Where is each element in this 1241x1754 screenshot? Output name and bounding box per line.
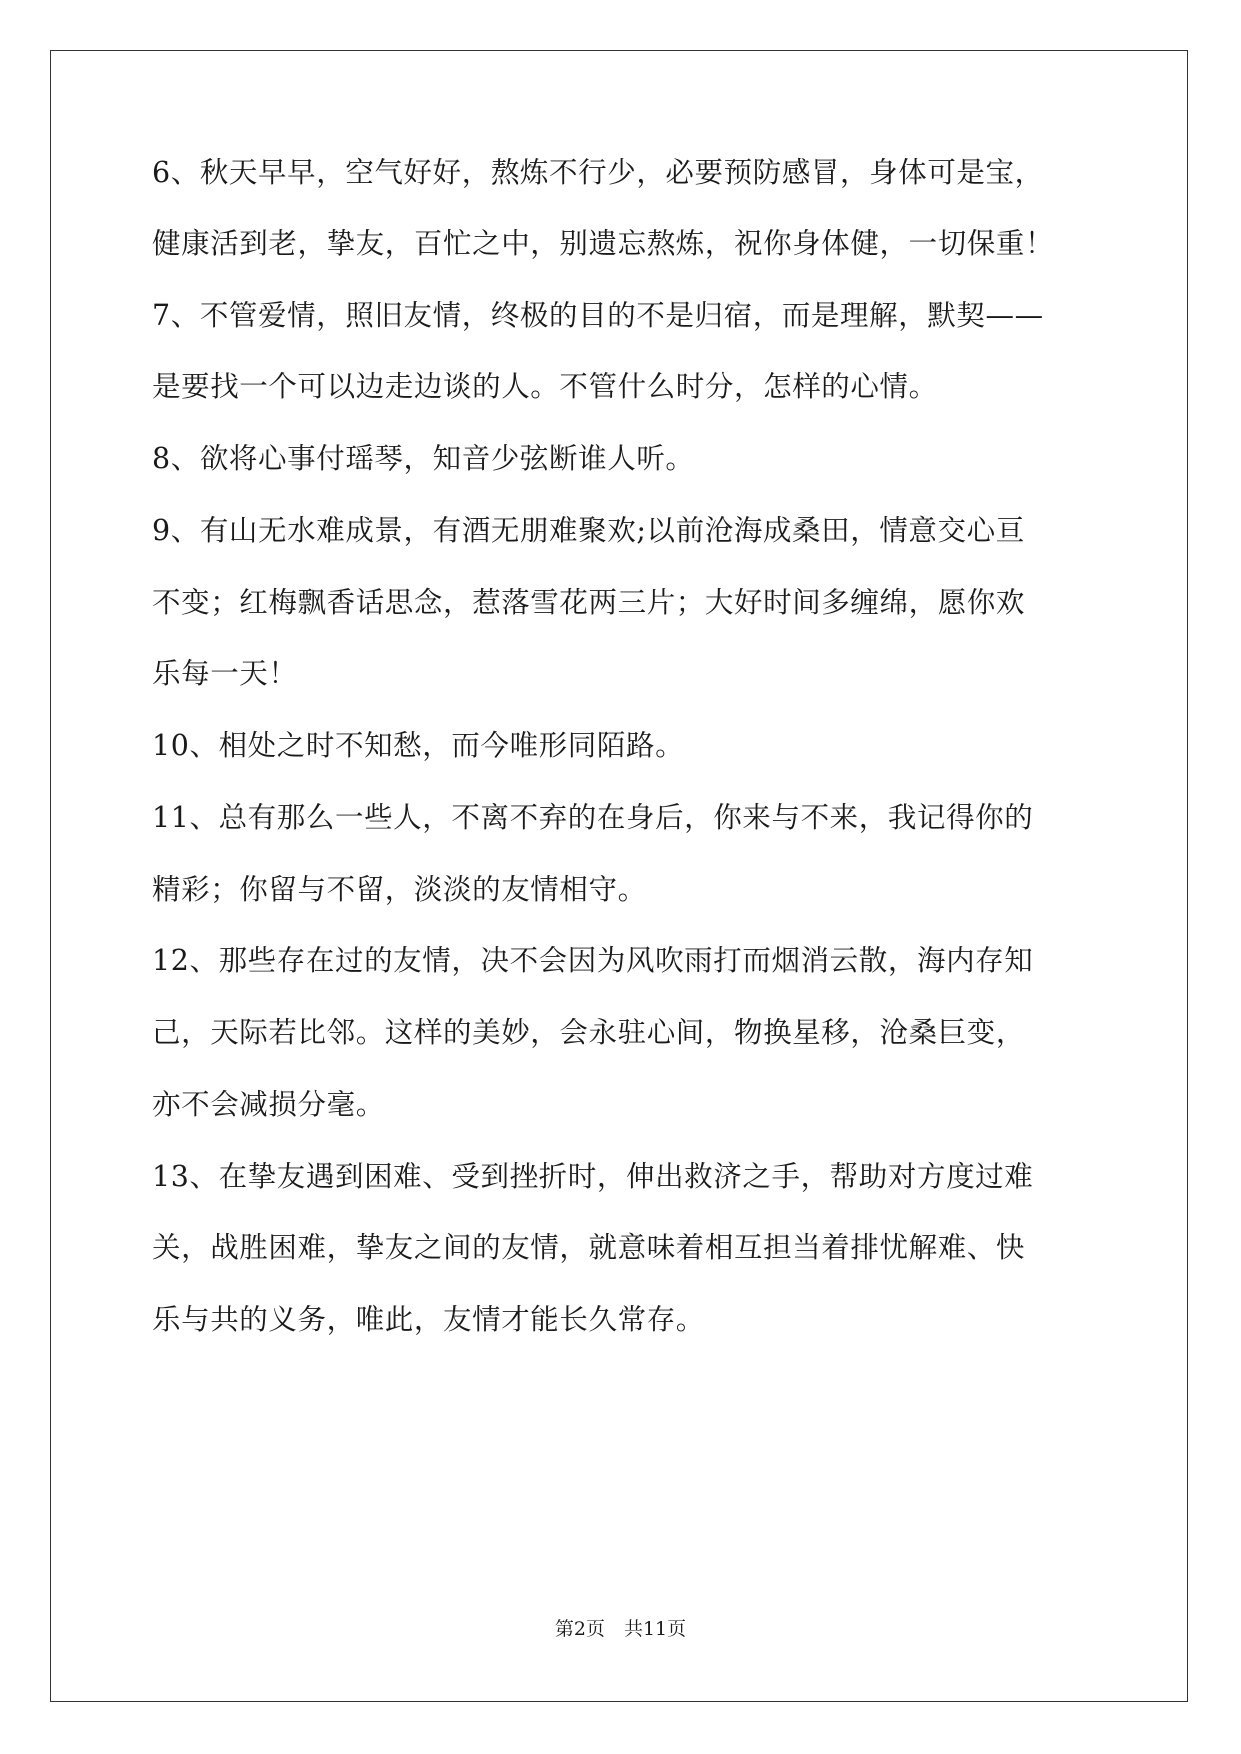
text-line: 12、那些存在过的友情，决不会因为风吹雨打而烟消云散，海内存知 (152, 944, 1034, 977)
text-line: 健康活到老，挚友，百忙之中，别遗忘熬炼，祝你身体健，一切保重！ (152, 227, 1055, 260)
text-line: 9、有山无水难成景，有酒无朋难聚欢;以前沧海成桑田，情意交心亘 (152, 514, 1025, 547)
text-line: 乐每一天！ (152, 657, 298, 690)
text-line: 11、总有那么一些人，不离不弃的在身后，你来与不来，我记得你的 (152, 801, 1034, 834)
page-number-footer: 第2页 共11页 (554, 1618, 687, 1640)
text-line: 精彩；你留与不留，淡淡的友情相守。 (152, 873, 647, 906)
text-line: 8、欲将心事付瑶琴，知音少弦断谁人听。 (152, 442, 695, 475)
text-line: 关，战胜困难，挚友之间的友情，就意味着相互担当着排忧解难、快 (152, 1231, 1026, 1264)
text-line: 乐与共的义务，唯此，友情才能长久常存。 (152, 1303, 705, 1336)
text-line: 是要找一个可以边走边谈的人。不管什么时分，怎样的心情。 (152, 370, 938, 403)
text-line: 不变；红梅飘香话思念，惹落雪花两三片；大好时间多缠绵，愿你欢 (152, 586, 1026, 619)
text-line: 7、不管爱情，照旧友情，终极的目的不是归宿，而是理解，默契—— (152, 299, 1044, 332)
text-line: 10、相处之时不知愁，而今唯形同陌路。 (152, 729, 685, 762)
text-line: 亦不会减损分毫。 (152, 1088, 385, 1121)
text-line: 6、秋天早早，空气好好，熬炼不行少，必要预防感冒，身体可是宝， (152, 156, 1044, 189)
text-line: 己，天际若比邻。这样的美妙，会永驻心间，物换星移，沧桑巨变， (152, 1016, 1026, 1049)
text-line: 13、在挚友遇到困难、受到挫折时，伸出救济之手，帮助对方度过难 (152, 1160, 1034, 1193)
